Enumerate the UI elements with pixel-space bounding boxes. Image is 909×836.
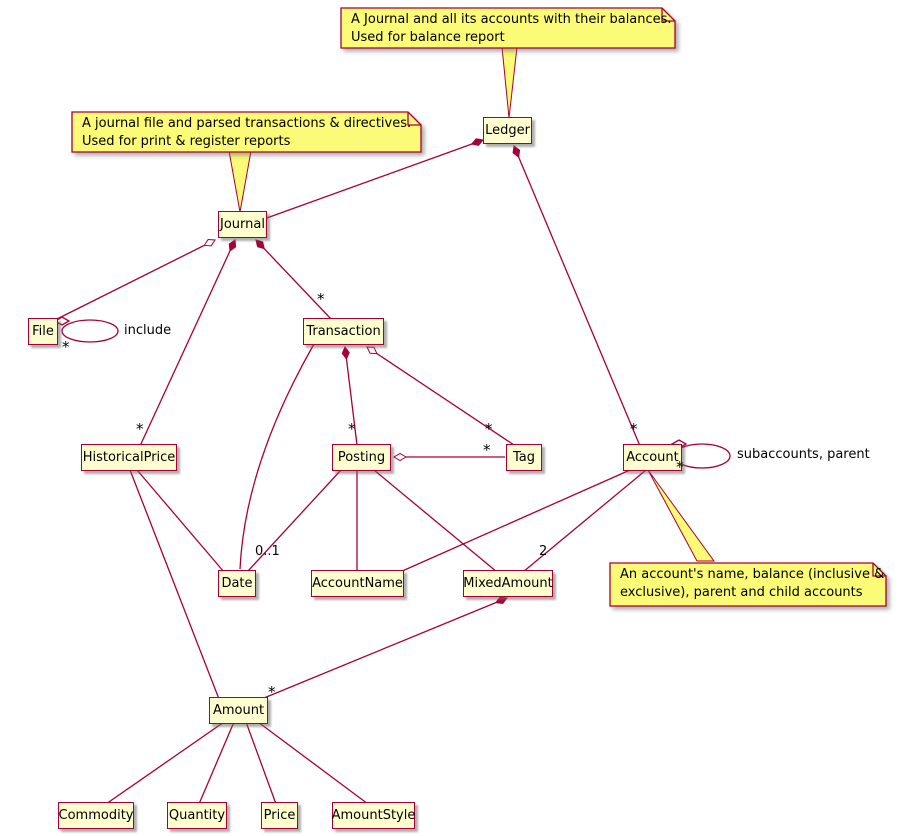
- label-transaction-mult: *: [317, 290, 325, 308]
- note-connector-account: [648, 470, 714, 561]
- class-account-name: AccountName: [311, 570, 404, 597]
- class-ledger: Ledger: [483, 117, 532, 144]
- label-historical-price-mult: *: [136, 420, 144, 438]
- label-include: include: [124, 323, 172, 338]
- note-journal: [82, 115, 411, 151]
- edge-amount-commodity: [106, 722, 224, 804]
- note-account-line2: exclusive), parent and child accounts: [620, 585, 863, 600]
- note-ledger: [351, 11, 672, 47]
- label-posting-mult: *: [348, 420, 356, 438]
- note-account-line1: An account's name, balance (inclusive &: [620, 567, 885, 582]
- class-quantity: Quantity: [167, 802, 227, 829]
- edge-amount-mixedamount: [264, 598, 507, 698]
- class-commodity: Commodity: [58, 802, 134, 829]
- note-connector-ledger: [502, 47, 517, 118]
- edge-historicalprice-amount: [130, 470, 219, 699]
- note-ledger-line2: Used for balance report: [351, 30, 505, 45]
- label-date-mult: 0..1: [255, 544, 280, 559]
- label-tag-mult-from-transaction: *: [485, 420, 493, 438]
- note-journal-line1: A journal file and parsed transactions & directives.: [82, 116, 412, 131]
- label-tag-mult-from-posting: *: [483, 441, 491, 459]
- class-journal: Journal: [218, 211, 267, 238]
- note-ledger-line1: A Journal and all its accounts with their balances.: [351, 12, 672, 27]
- edge-amount-quantity: [199, 722, 234, 804]
- class-amount-style: AmountStyle: [332, 802, 415, 829]
- class-tag: Tag: [506, 444, 542, 471]
- edge-transaction-date: [240, 344, 314, 569]
- note-account: [620, 566, 884, 602]
- class-posting: Posting: [332, 444, 391, 471]
- label-subaccounts: subaccounts, parent: [737, 447, 870, 462]
- class-account: Account: [623, 444, 682, 471]
- edge-amount-price: [246, 722, 276, 804]
- label-account-self-mult: *: [676, 458, 684, 476]
- label-file-mult: *: [62, 338, 70, 356]
- label-amount-mult: *: [268, 683, 276, 701]
- label-account-mult: *: [630, 420, 638, 438]
- class-mixed-amount: MixedAmount: [463, 570, 553, 597]
- edge-account-ledger: [514, 146, 640, 446]
- note-connector-journal: [229, 151, 251, 212]
- edge-file-include-loop: [62, 320, 118, 342]
- label-mixed-amount-mult: 2: [539, 544, 548, 559]
- note-journal-line2: Used for print & register reports: [82, 134, 291, 149]
- class-amount: Amount: [209, 697, 268, 724]
- class-date: Date: [218, 570, 256, 597]
- class-price: Price: [261, 802, 298, 829]
- edge-file-journal: [55, 240, 215, 320]
- class-historical-price: HistoricalPrice: [81, 444, 177, 471]
- class-transaction: Transaction: [303, 318, 384, 345]
- class-file: File: [28, 318, 58, 345]
- edge-amount-amountstyle: [258, 722, 368, 804]
